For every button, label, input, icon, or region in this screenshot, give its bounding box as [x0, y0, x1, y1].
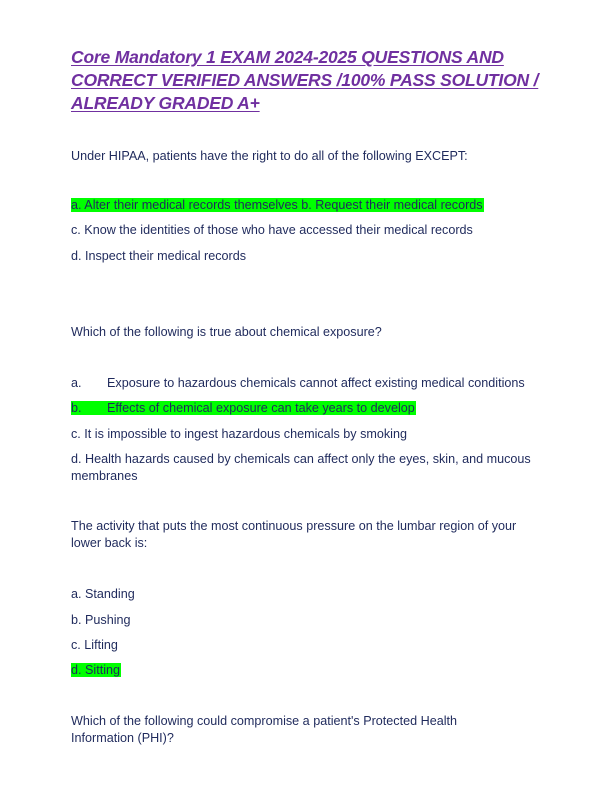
- correct-answer-highlight: d. Sitting: [71, 663, 121, 677]
- question-1-option-ab: [71, 197, 484, 214]
- question-3-option-d: [71, 662, 121, 679]
- question-3-prompt: The activity that puts the most continuous pressure on the lumbar region of your lower back is:: [71, 519, 517, 550]
- option-letter: b.: [71, 401, 82, 415]
- question-4-prompt: Which of the following could compromise a patient's Protected Health Information (PHI)?: [71, 714, 458, 745]
- option-text: Exposure to hazardous chemicals cannot affect existing medical conditions: [107, 376, 525, 390]
- question-1-prompt: Under HIPAA, patients have the right to do all of the following EXCEPT:: [71, 149, 468, 163]
- question-2-option-b: [71, 400, 416, 417]
- document-title: Core Mandatory 1 EXAM 2024-2025 QUESTIONS AND CORRECT VERIFIED ANSWERS /100% PASS SOLUTION / ALREADY GRADED A+: [71, 47, 539, 113]
- question-3-option-b: b. Pushing: [71, 613, 131, 627]
- question-2-option-d: d. Health hazards caused by chemicals can affect only the eyes, skin, and mucous membranes: [71, 452, 531, 483]
- question-2-option-a: [71, 375, 525, 392]
- correct-answer-highlight: [71, 401, 416, 415]
- option-letter: a.: [71, 376, 82, 390]
- option-text: Effects of chemical exposure can take years to develop: [107, 401, 415, 415]
- question-3-option-a: a. Standing: [71, 587, 135, 601]
- correct-answer-highlight: a. Alter their medical records themselves b. Request their medical records: [71, 198, 483, 212]
- question-2-prompt: Which of the following is true about chemical exposure?: [71, 325, 382, 339]
- question-2-option-c: c. It is impossible to ingest hazardous chemicals by smoking: [71, 427, 407, 441]
- question-1-option-c: c. Know the identities of those who have accessed their medical records: [71, 223, 473, 237]
- question-1-option-d: d. Inspect their medical records: [71, 249, 246, 263]
- question-3-option-c: c. Lifting: [71, 638, 118, 652]
